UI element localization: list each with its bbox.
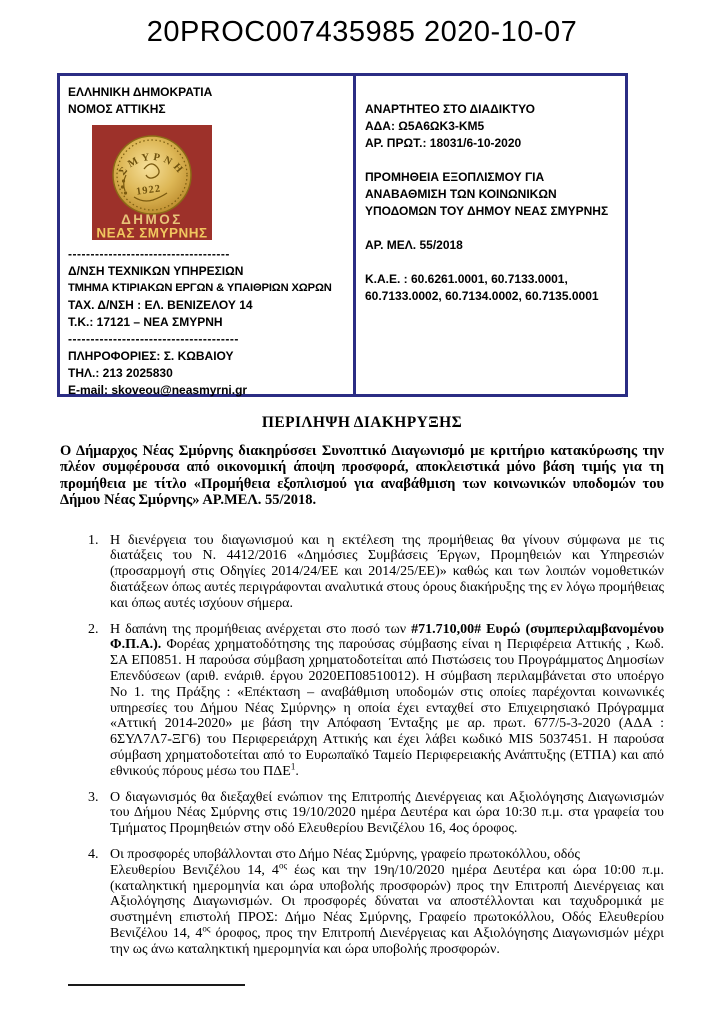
protocol-number-line: ΑΡ. ΠΡΩΤ.: 18031/6-10-2020	[365, 136, 522, 150]
item-number: 1.	[88, 532, 99, 548]
ordinal-superscript: ος	[202, 923, 211, 934]
contact-person-line: ΠΛΗΡΟΦΟΡΙΕΣ: Σ. ΚΩΒΑΙΟΥ	[68, 349, 234, 363]
postal-code-line: Τ.Κ.: 17121 – ΝΕΑ ΣΜΥΡΝΗ	[68, 315, 223, 329]
item-number: 2.	[88, 621, 99, 637]
footnote-separator-rule	[68, 984, 245, 986]
procurement-code-header: 20PROC007435985 2020-10-07	[146, 16, 578, 48]
letterhead-right-column	[353, 76, 625, 394]
publish-note-line: ΑΝΑΡΤΗΤΕΟ ΣΤΟ ΔΙΑΔΙΚΤΥΟ	[365, 102, 535, 116]
list-item-4	[88, 847, 664, 958]
coin-year-label: 1922	[135, 183, 162, 198]
item-number: 3.	[88, 789, 99, 805]
seal-caption-bottom: ΝΕΑΣ ΣΜΥΡΝΗΣ	[96, 225, 208, 240]
directorate-line: Δ/ΝΣΗ ΤΕΧΝΙΚΩΝ ΥΠΗΡΕΣΙΩΝ	[68, 264, 244, 278]
item-text	[110, 622, 664, 780]
dashed-separator-bottom: --------------------------------------	[68, 332, 239, 346]
document-body	[60, 414, 664, 968]
study-number-line: ΑΡ. ΜΕΛ. 55/2018	[365, 238, 463, 252]
item-text: Η διενέργεια του διαγωνισμού και η εκτέλεση της προμήθειας θα γίνουν σύμφωνα με τις διατάξεις του Ν. 4412/2016 «Δημόσιες Συμβάσεις Έργων, Προμηθειών και Υπηρεσιών (προσαρμογή στις Οδηγίες 2014/24/ΕΕ και 2014/25/ΕΕ)» καθώς και των λοιπών νομοθετικών διατάξεων όπως αυτές περιγράφονται αναλυτικά στους όρους διακήρυξης της εν λόγω προμήθειας και όπως αυτές ισχύουν σήμερα.	[110, 532, 664, 611]
footnote-reference: 1	[290, 761, 296, 772]
item-text-segment: όροφος, προς την Επιτροπή Διενέργειας και Αξιολόγησης Διαγωνισμών μέχρι την ως άνω καταληκτική ημερομηνία και ώρα υποβολής προσφορών.	[110, 925, 664, 957]
item-text-segment: Η δαπάνη της προμήθειας ανέρχεται στο ποσό των	[110, 621, 412, 637]
seal-caption-top: ΔΗΜΟΣ	[121, 212, 183, 227]
item-text-segment: Φορέας χρηματοδότησης της παρούσας σύμβασης είναι η Περιφέρεια Αττικής , Κωδ. ΣΑ ΕΠ0851. Η παρούσα σύμβαση χρηματοδοτείται από Πιστώσεις του Προγράμματος Δημοσίων Επενδύσεων (αριθ. ενάριθ. έργου 2020ΕΠ08510012). Η σύμβαση περιλαμβάνεται στο υποέργο Νο 1. της Πράξης : «Επέκταση – αναβάθμιση υποδομών στις οποίες παρέχονται κοινωνικές υπηρεσίες του Δήμου Νέας Σμύρνης» η οποία έχει ενταχθεί στο Επιχειρησιακό Πρόγραμμα «Αττική 2014-2020» με βάση την Απόφαση Ένταξης με αρ. πρωτ. 677/5-3-2020 (ΑΔΑ : 6ΣΥΛ7Λ7-ΞΓ6) του Περιφερειάρχη Αττικής και έχει λάβει κωδικό MIS 5037451. Η παρούσα σύμβαση χρηματοδοτείται από το Ευρωπαϊκό Ταμείο Περιφερειακής Ανάπτυξης (ΕΤΠΑ) και από εθνικούς πόρους μέσω του ΠΔΕ	[110, 637, 664, 779]
department-line: ΤΜΗΜΑ ΚΤΙΡΙΑΚΩΝ ΕΡΓΩΝ & ΥΠΑΙΘΡΙΩΝ ΧΩΡΩΝ	[68, 282, 332, 294]
ada-line: ΑΔΑ: Ω5Α6ΩΚ3-ΚΜ5	[365, 119, 485, 133]
list-item-3	[88, 790, 664, 837]
summary-title: ΠΕΡΙΛΗΨΗ ΔΙΑΚΗΡΥΞΗΣ	[261, 414, 463, 431]
item-number: 4.	[88, 846, 99, 862]
phone-line: ΤΗΛ.: 213 2025830	[68, 366, 173, 380]
ordinal-superscript: ος	[278, 860, 288, 871]
item-text-segment: Ελευθερίου Βενιζέλου 14, 4	[110, 862, 279, 878]
list-item-2	[88, 622, 664, 780]
coin-arc-label: ΣΜΥΡΝΗ	[117, 151, 187, 178]
address-line: ΤΑΧ. Δ/ΝΣΗ : ΕΛ. ΒΕΝΙΖΕΛΟΥ 14	[68, 298, 253, 312]
terms-list	[60, 533, 664, 958]
subject-text: ΠΡΟΜΗΘΕΙΑ ΕΞΟΠΛΙΣΜΟΥ ΓΙΑ ΑΝΑΒΑΘΜΙΣΗ ΤΩΝ ΚΟΙΝΩΝΙΚΩΝ ΥΠΟΔΟΜΩΝ ΤΟΥ ΔΗΜΟΥ ΝΕΑΣ ΣΜΥΡΝΗΣ	[365, 170, 609, 218]
municipal-seal-logo	[92, 125, 212, 240]
item-text: Ο διαγωνισμός θα διεξαχθεί ενώπιον της Επιτροπής Διενέργειας και Αξιολόγησης Διαγωνισμών του Δήμου Νέας Σμύρνης στις 19/10/2020 ημέρα Δευτέρα και ώρα 10:30 π.μ. στα γραφεία του Τμήματος Προμηθειών στην οδό Ελευθερίου Βενιζέλου 16, 4ος όροφος.	[110, 789, 664, 837]
dashed-separator-top: ------------------------------------	[68, 247, 230, 261]
letterhead-box	[57, 73, 628, 397]
prefecture-line: ΝΟΜΟΣ ΑΤΤΙΚΗΣ	[68, 102, 166, 116]
country-line: ΕΛΛΗΝΙΚΗ ΔΗΜΟΚΡΑΤΙΑ	[68, 85, 213, 99]
item-text-segment: .	[295, 763, 299, 779]
list-item-1	[88, 533, 664, 612]
item-text	[110, 847, 664, 958]
budget-amount-bold: #71.710,00# Ευρώ (συμπεριλαμβανομένου Φ.Π.Α.).	[110, 621, 664, 653]
letterhead-left-column	[60, 76, 353, 397]
item-text-segment: έως και την 19η/10/2020 ημέρα Δευτέρα και ώρα 10:00 π.μ. (καταληκτική ημερομηνία και ώρα υποβολής προσφορών) προς την Επιτροπή Διενέργειας και Αξιολόγησης Διαγωνισμών. Οι προσφορές δύναται να αποστέλλονται και ταχυδρομικά με συστημένη επιστολή ΠΡΟΣ: Δήμο Νέας Σμύρνης, Γραφείο πρωτοκόλλου, Οδός Ελευθερίου Βενιζέλου 14, 4	[110, 862, 664, 941]
email-line: E-mail: skoveou@neasmyrni.gr	[68, 383, 248, 397]
budget-codes-line: Κ.Α.Ε. : 60.6261.0001, 60.7133.0001, 60.7133.0002, 60.7134.0002, 60.7135.0001	[365, 272, 599, 303]
item-text-segment: Οι προσφορές υποβάλλονται στο Δήμο Νέας Σμύρνης, γραφείο πρωτοκόλλου, οδός	[110, 846, 580, 862]
summary-intro-paragraph: Ο Δήμαρχος Νέας Σμύρνης διακηρύσσει Συνοπτικό Διαγωνισμό με κριτήριο κατακύρωσης την πλέον συμφέρουσα από οικονομική άποψη προσφορά, αποκλειστικά μόνο βάση τιμής για τη προμήθεια με τίτλο «Προμήθεια εξοπλισμού για αναβάθμιση των κοινωνικών υποδομών του Δήμου Νέας Σμύρνης» ΑΡ.ΜΕΛ. 55/2018.	[60, 443, 664, 509]
municipal-seal-icon	[92, 125, 212, 240]
